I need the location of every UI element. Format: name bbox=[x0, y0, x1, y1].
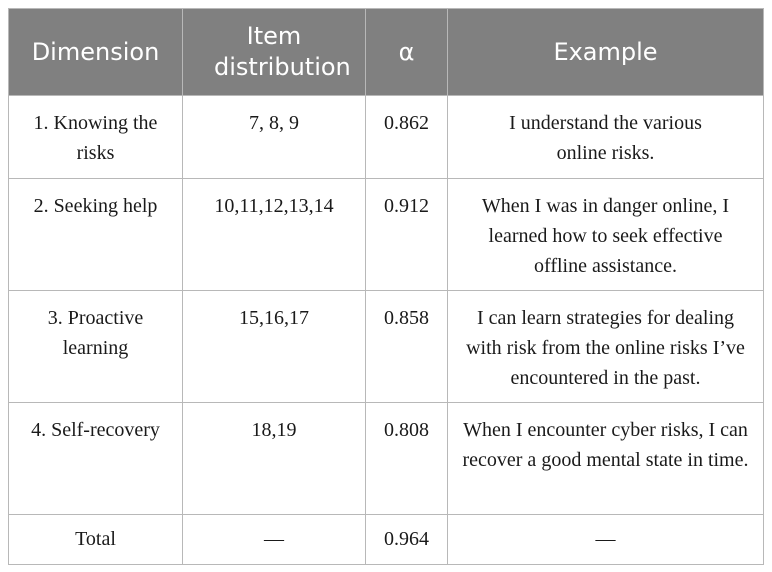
header-example: Example bbox=[448, 9, 764, 96]
example-cell: When I encounter cyber risks, I can recover a good mental state in time. bbox=[448, 403, 764, 515]
alpha-cell: 0.964 bbox=[366, 515, 448, 565]
example-cell: I can learn strategies for dealing with risk from the online risks I’ve encountered in the past. bbox=[448, 291, 764, 403]
dimension-cell: 1. Knowing the risks bbox=[9, 96, 183, 179]
dimension-cell: 2. Seeking help bbox=[9, 179, 183, 291]
alpha-cell: 0.912 bbox=[366, 179, 448, 291]
example-cell: When I was in danger online, I learned how to seek effective offline assistance. bbox=[448, 179, 764, 291]
items-cell: 7, 8, 9 bbox=[183, 96, 366, 179]
header-row bbox=[9, 9, 764, 96]
table-row bbox=[9, 96, 764, 179]
table-row bbox=[9, 291, 764, 403]
items-cell: 10,11,12,13,14 bbox=[183, 179, 366, 291]
table-row bbox=[9, 403, 764, 515]
items-cell: — bbox=[183, 515, 366, 565]
header-alpha: α bbox=[366, 9, 448, 96]
header-dimension: Dimension bbox=[9, 9, 183, 96]
alpha-cell: 0.858 bbox=[366, 291, 448, 403]
reliability-table bbox=[8, 8, 764, 565]
example-cell: I understand the various online risks. bbox=[448, 96, 764, 179]
items-cell: 15,16,17 bbox=[183, 291, 366, 403]
table-row-total bbox=[9, 515, 764, 565]
dimension-cell: Total bbox=[9, 515, 183, 565]
table-row bbox=[9, 179, 764, 291]
alpha-cell: 0.808 bbox=[366, 403, 448, 515]
example-cell: — bbox=[448, 515, 764, 565]
header-item-distribution: Item distribution bbox=[183, 9, 366, 96]
alpha-cell: 0.862 bbox=[366, 96, 448, 179]
dimension-cell: 3. Proactive learning bbox=[9, 291, 183, 403]
dimension-cell: 4. Self-recovery bbox=[9, 403, 183, 515]
items-cell: 18,19 bbox=[183, 403, 366, 515]
